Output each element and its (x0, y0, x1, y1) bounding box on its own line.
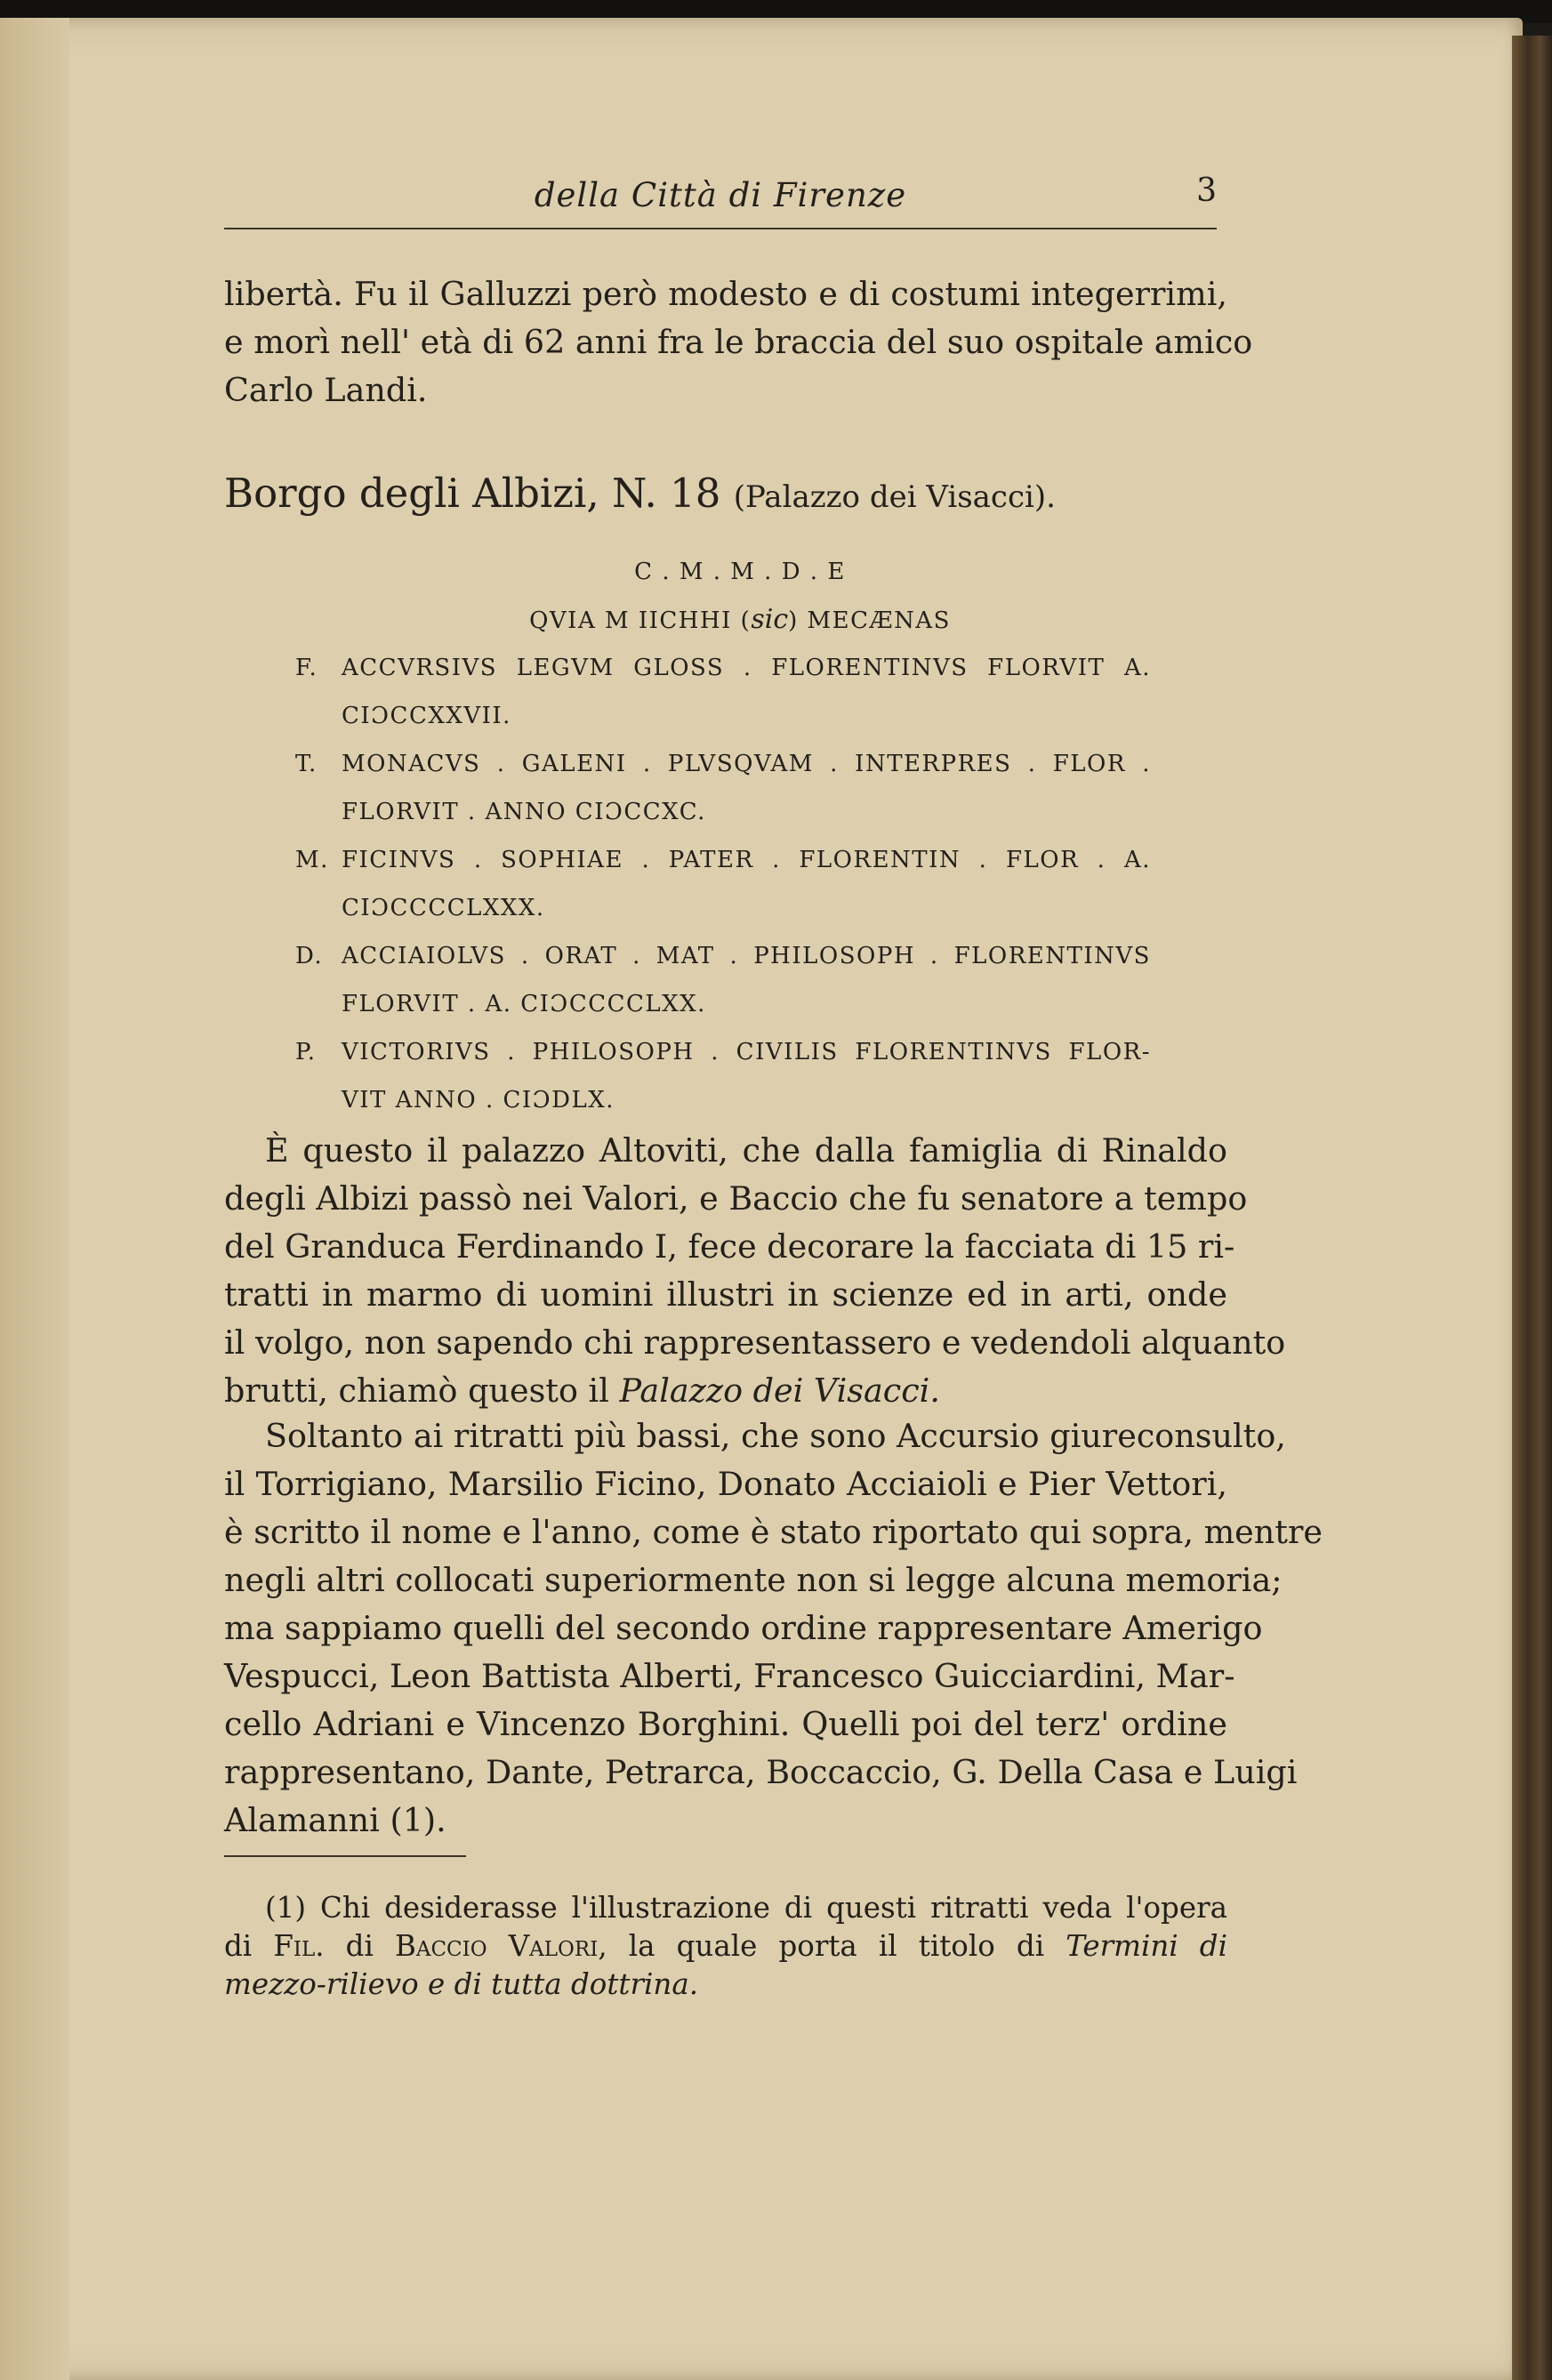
inscription-entry-cont (295, 692, 1185, 740)
entry-date: FLORVIT . ANNO CIƆCCXC. (342, 799, 706, 825)
inscription-entry-cont (295, 980, 1185, 1028)
entry-date: CIƆCCXXVII. (342, 703, 511, 729)
author-name: Baccio Valori (394, 1929, 599, 1963)
entry-text: ACCIAIOLVS . ORAT . MAT . PHILOSOPH . FLORENTINVS (342, 943, 1151, 969)
text-line: Vespucci, Leon Battista Alberti, Francesco Guicciardini, Mar- (224, 1657, 1235, 1695)
text-line (224, 1367, 1227, 1415)
heading-address: Borgo degli Albizi, N. 18 (224, 470, 721, 517)
text-line: rappresentano, Dante, Petrarca, Boccaccio, G. Della Casa e Luigi (224, 1753, 1298, 1791)
entry-label: M. (295, 847, 329, 873)
inscription-entry-cont (295, 1076, 1185, 1124)
paragraph-top (224, 270, 1253, 414)
inscription-entry-cont (295, 788, 1185, 836)
text-line: è scritto il nome e l'anno, come è stato riportato qui sopra, mentre (224, 1513, 1323, 1551)
text-line: del Granduca Ferdinando I, fece decorare la facciata di 15 ri- (224, 1227, 1235, 1266)
running-head (224, 174, 1217, 229)
entry-label: P. (295, 1039, 317, 1065)
entry-date: FLORVIT . A. CIƆCCCCLXX. (342, 991, 706, 1017)
inscription-entry (295, 836, 1185, 884)
heading-subtitle: (Palazzo dei Visacci). (733, 479, 1056, 515)
inscription-entry (295, 644, 1185, 692)
text-line: Carlo Landi. (224, 371, 428, 409)
text-line: il volgo, non sapendo chi rappresentassero e vedendoli alquanto (224, 1323, 1286, 1362)
inscription-entry (295, 740, 1185, 788)
text-line: È questo il palazzo Altoviti, che dalla famiglia di Rinaldo (265, 1131, 1227, 1170)
footnote-line: mezzo-rilievo e di tutta dottrina. (224, 1967, 699, 2001)
text-line: Soltanto ai ritratti più bassi, che sono Accursio giureconsulto, (265, 1417, 1286, 1455)
inscription-entry (295, 932, 1185, 980)
running-title: della Città di Firenze (534, 176, 907, 214)
book-edge (1512, 36, 1552, 2380)
section-heading (224, 462, 1227, 528)
inscription-entry (295, 1028, 1185, 1076)
entry-text: FICINVS . SOPHIAE . PATER . FLORENTIN . FLOR . A. (342, 847, 1151, 873)
inscription-block (295, 548, 1185, 1124)
entry-label: F. (295, 655, 318, 681)
inscription-line: C . M . M . D . E (634, 559, 846, 585)
paragraph-altoviti (224, 1127, 1286, 1415)
entry-label: D. (295, 943, 324, 969)
author-abbrev: Fil. (273, 1929, 325, 1963)
page-gutter (0, 18, 69, 2380)
entry-label: T. (295, 751, 318, 777)
paragraph-portraits (224, 1412, 1323, 1845)
inscription-entry-cont (295, 884, 1185, 932)
text-line: libertà. Fu il Galluzzi però modesto e di costumi integerrimi, (224, 275, 1227, 313)
entry-text: ACCVRSIVS LEGVM GLOSS . FLORENTINVS FLORVIT A. (342, 655, 1151, 681)
text-run: di (324, 1929, 395, 1963)
footnote-line (224, 1927, 1227, 1966)
text-run: , la quale porta il titolo di (598, 1929, 1066, 1963)
text-line: degli Albizi passò nei Valori, e Baccio che fu senatore a tempo (224, 1179, 1248, 1218)
entry-date: VIT ANNO . CIƆDLX. (342, 1087, 615, 1114)
entry-date: CIƆCCCCLXXX. (342, 895, 545, 921)
footnote (224, 1889, 1227, 2004)
inscription-text: QVIA M IICHHI ( (529, 607, 752, 634)
entry-text: MONACVS . GALENI . PLVSQVAM . INTERPRES . FLOR . (342, 751, 1151, 777)
footnote-line: (1) Chi desiderasse l'illustrazione di questi ritratti veda l'opera (265, 1891, 1227, 1925)
text-line: e morì nell' età di 62 anni fra le braccia del suo ospitale amico (224, 323, 1253, 361)
text-line: Alamanni (1). (224, 1801, 446, 1839)
text-line: cello Adriani e Vincenzo Borghini. Quelli poi del terz' ordine (224, 1705, 1227, 1743)
sic-annotation: sic (751, 604, 789, 635)
page-number: 3 (1196, 173, 1217, 209)
italic-title: Termini di (1065, 1929, 1227, 1963)
entry-text: VICTORIVS . PHILOSOPH . CIVILIS FLORENTINVS FLOR- (342, 1039, 1151, 1065)
text-run: brutti, chiamò questo il (224, 1371, 620, 1410)
text-run: di (224, 1929, 274, 1963)
footnote-rule (224, 1855, 466, 1857)
text-line: il Torrigiano, Marsilio Ficino, Donato Acciaioli e Pier Vettori, (224, 1465, 1227, 1503)
inscription-line (295, 596, 1185, 644)
inscription-text: ) MECÆNAS (788, 607, 951, 634)
text-line: ma sappiamo quelli del secondo ordine rappresentare Amerigo (224, 1609, 1263, 1647)
text-line: tratti in marmo di uomini illustri in scienze ed in arti, onde (224, 1275, 1227, 1314)
italic-title: Palazzo dei Visacci. (619, 1371, 940, 1410)
text-line: negli altri collocati superiormente non si legge alcuna memoria; (224, 1561, 1283, 1599)
